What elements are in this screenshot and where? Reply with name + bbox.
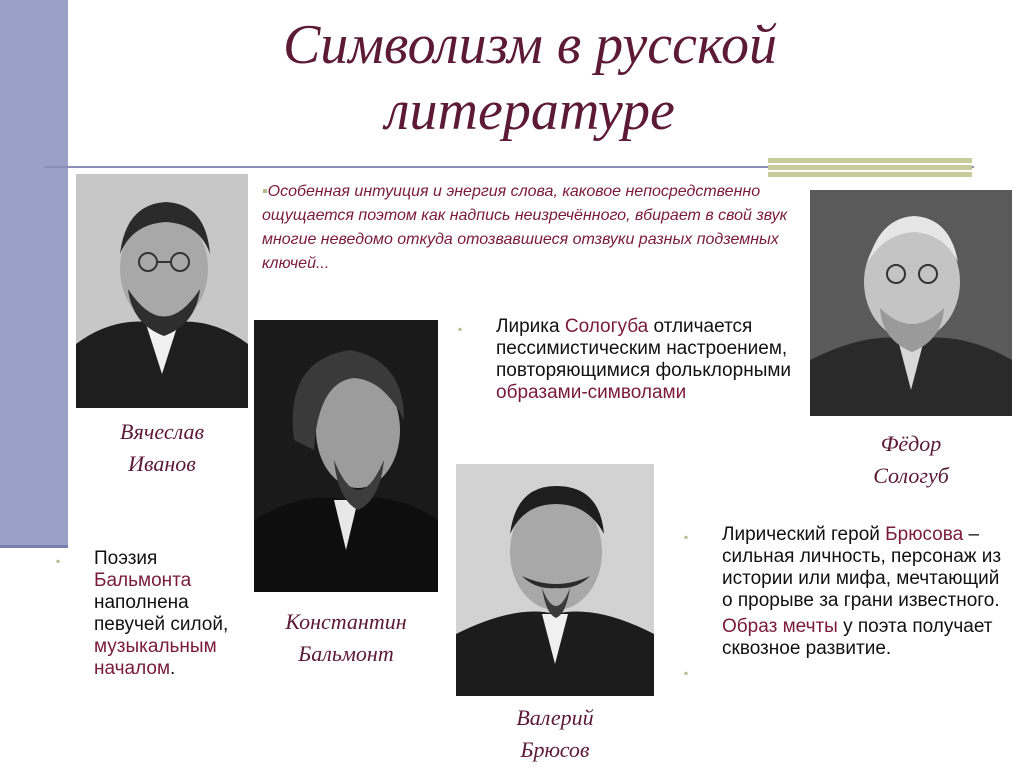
left-decor-bar-edge [0, 545, 68, 548]
balmont-text-part1: Поэзия [94, 548, 158, 569]
sologub-text-highlight2: образами-символами [496, 382, 687, 403]
accent-stripes [768, 158, 972, 178]
caption-sologub-first: Фёдор [880, 431, 942, 456]
balmont-text-part2: наполнена певучей силой, [94, 592, 229, 635]
sologub-text-part2: отличается пессимистическим настроением, повторяющимися фольклорными [496, 316, 792, 381]
sologub-text-highlight1: Сологуба [564, 316, 649, 337]
bryusov-bullet-1: ▪ [684, 530, 689, 544]
left-decor-bar [0, 0, 68, 548]
sologub-lyric-text [458, 316, 816, 404]
balmont-poetry-text [56, 548, 254, 680]
caption-bryusov-last: Брюсов [520, 737, 590, 762]
bryusov-hero-text [684, 524, 1004, 680]
bryusov-bullet-2: ▪ [684, 666, 689, 680]
title-line-2: литературе [385, 80, 675, 142]
bryusov-text-p2-highlight: Образ мечты [722, 616, 838, 637]
caption-bryusov-first: Валерий [516, 705, 594, 730]
caption-balmont-last: Бальмонт [298, 641, 394, 666]
caption-balmont [254, 606, 438, 670]
balmont-text-highlight2: музыкальным началом [94, 636, 217, 679]
balmont-bullet: ▪ [56, 554, 61, 568]
balmont-text-highlight1: Бальмонта [94, 570, 192, 591]
sologub-text-part1: Лирика [496, 316, 565, 337]
title-line-1: Символизм в русской [282, 14, 778, 76]
caption-bryusov [456, 702, 654, 766]
bryusov-text-p1-part1: Лирический герой [722, 524, 886, 545]
caption-sologub-last: Сологуб [873, 463, 949, 488]
portrait-ivanov [76, 174, 248, 408]
balmont-text-part3: . [170, 658, 176, 679]
quote-bullet: ▪ [262, 183, 268, 200]
caption-ivanov [76, 416, 248, 480]
bryusov-text-p1-highlight: Брюсова [885, 524, 964, 545]
portrait-sologub [810, 190, 1012, 416]
quote-text: Особенная интуиция и энергия слова, каковое непосредственно ощущается поэтом как надпись неизречённого, вбирает в свой звук многие неведомо откуда отозвавшиеся отзвуки разных подземных ключей... [262, 183, 788, 272]
symbolism-quote [262, 180, 802, 276]
sologub-bullet: ▪ [458, 322, 463, 336]
bryusov-text-p1-part2: – сильная личность, персонаж из истории или мифа, мечтающий о прорыве за грани известного. [722, 524, 1002, 611]
slide-title [200, 12, 860, 144]
caption-sologub [810, 428, 1012, 492]
bryusov-text-p2-part: у поэта получает сквозное развитие. [722, 616, 993, 659]
portrait-bryusov [456, 464, 654, 696]
portrait-balmont [254, 320, 438, 592]
caption-ivanov-first: Вячеслав [119, 419, 205, 444]
caption-balmont-first: Константин [285, 609, 407, 634]
caption-ivanov-last: Иванов [128, 451, 196, 476]
